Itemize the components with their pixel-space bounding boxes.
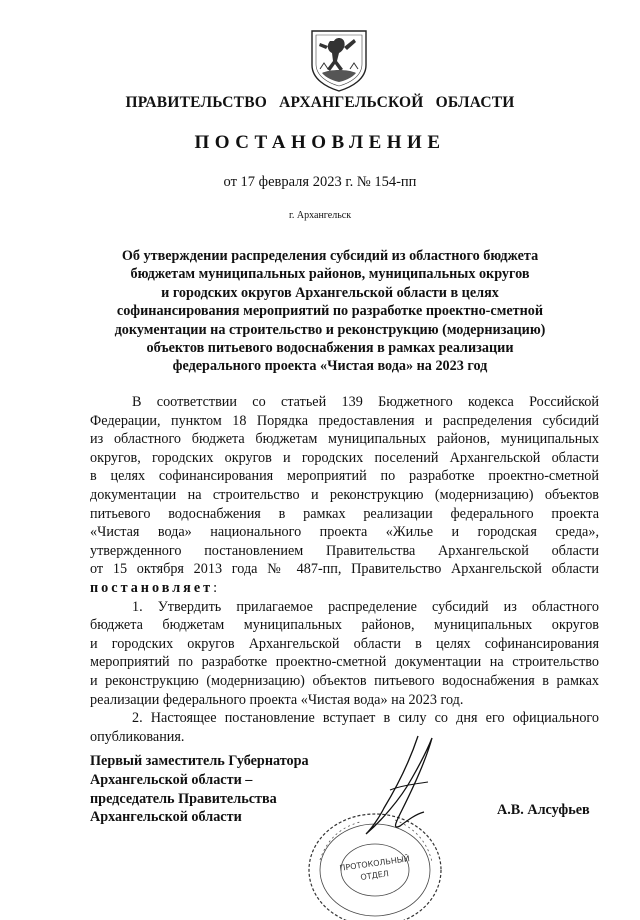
resolves-colon: :: [213, 579, 218, 596]
body-line: и реконструкцию (модернизацию) объектов питьевого водоснабжения в рамках: [90, 672, 599, 689]
body-line: «Чистая вода» национального проекта «Жилье и городская среда»,: [90, 524, 599, 541]
preamble-paragraph: [90, 393, 599, 598]
subject-line: Об утверждении распределения субсидий из областного бюджета: [121, 248, 539, 264]
subject-line: софинансирования мероприятий по разработке проектно-сметной: [116, 303, 544, 320]
decree-subject-title: [90, 247, 570, 376]
subject-line: объектов питьевого водоснабжения в рамках реализации: [146, 340, 514, 357]
body-line: утвержденного постановлением Правительства Архангельской области: [90, 542, 599, 559]
item-1-paragraph: [90, 598, 599, 710]
stamp-text: ПРОТОКОЛЬНЫЙ: [338, 854, 411, 873]
body-line: бюджета бюджетам муниципальных районов, муниципальных округов: [90, 617, 599, 634]
body-line: в целях софинансирования мероприятий по разработке проектно-сметной: [90, 468, 599, 485]
government-word: ПРАВИТЕЛЬСТВО: [125, 94, 268, 111]
body-line: Федерации, пунктом 18 Порядка предоставления и распределения субсидий: [90, 412, 599, 429]
government-word: ОБЛАСТИ: [435, 94, 515, 111]
stamp-text: ОТДЕЛ: [359, 869, 390, 882]
city-label: г. Архангельск: [288, 210, 352, 221]
body-line: реализации федерального проекта «Чистая вода» на 2023 год.: [90, 691, 464, 708]
signatory-title-line: Архангельской области –: [90, 771, 253, 788]
body-line: В соответствии со статьей 139 Бюджетного кодекса Российской: [132, 394, 599, 410]
signatory-title-line: Первый заместитель Губернатора: [90, 753, 309, 769]
body-line: опубликования.: [90, 728, 185, 745]
body-line: округов, городских округов и городских поселений Архангельской области: [90, 449, 599, 466]
subject-line: и городских округов Архангельской области в целях: [161, 284, 499, 301]
decree-body: [90, 393, 599, 746]
signatory-title-line: Архангельской области: [90, 809, 242, 826]
coat-of-arms-emblem: [306, 27, 372, 93]
resolves-line: [90, 579, 599, 598]
document-type-heading: ПОСТАНОВЛЕНИЕ: [194, 132, 446, 153]
body-line: питьевого водоснабжения в рамках реализации федерального проекта: [90, 505, 599, 522]
signatory-title: [90, 752, 309, 827]
body-line: от 15 октября 2013 года № 487-пп, Правительство Архангельской области: [90, 561, 599, 578]
subject-line: федерального проекта «Чистая вода» на 2023 год: [172, 358, 488, 375]
government-name: [0, 94, 640, 112]
subject-line: документации на строительство и реконструкцию (модернизацию): [114, 321, 546, 338]
subject-line: бюджетам муниципальных районов, муниципальных округов: [130, 266, 530, 283]
decree-date-number: от 17 февраля 2023 г. № 154-пп: [223, 174, 417, 190]
body-line: 1. Утвердить прилагаемое распределение субсидий из областного: [132, 598, 599, 615]
government-word: АРХАНГЕЛЬСКОЙ: [279, 94, 424, 111]
signatory-title-line: председатель Правительства: [90, 790, 277, 807]
body-line: из областного бюджета бюджетам муниципальных районов, муниципальных: [90, 431, 599, 448]
resolves-word: постановляет: [90, 579, 214, 596]
body-line: 2. Настоящее постановление вступает в силу со дня его официального: [132, 710, 599, 727]
handwritten-signature: [340, 730, 460, 840]
signatory-name: А.В. Алсуфьев: [497, 802, 590, 818]
body-line: документации на строительство и реконструкцию (модернизацию) объектов: [90, 486, 599, 503]
body-line: мероприятий по разработке проектно-сметной документации на строительство: [90, 654, 599, 671]
body-line: и городских округов Архангельской области в целях софинансирования: [90, 635, 599, 652]
